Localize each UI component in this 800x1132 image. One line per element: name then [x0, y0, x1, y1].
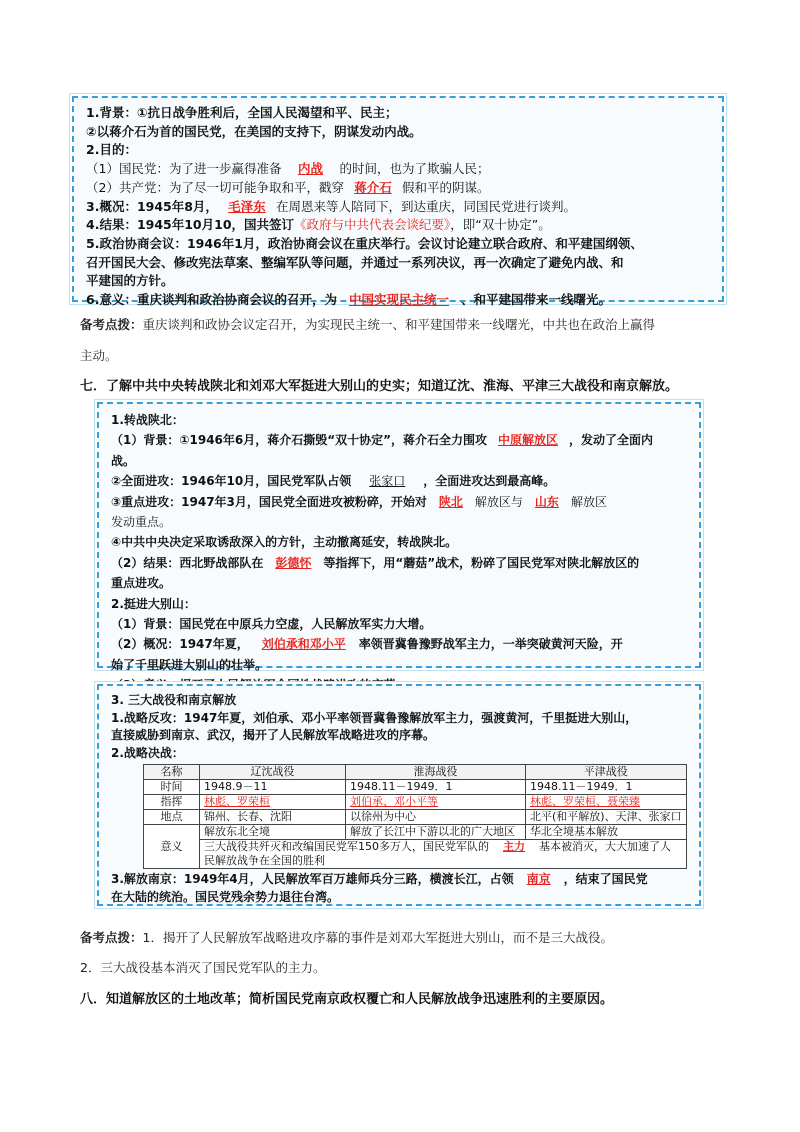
purpose-heading: 2.目的： [86, 142, 137, 158]
table-cell: 北平(和平解放)、天津、张家口 [526, 810, 687, 825]
fill-shandong: 山东 [534, 494, 559, 509]
shaanxi-background: （1）背景：①1946年6月，蒋介石撕毁“双十协定”，蒋介石全力围攻 中原解放区 ，发动了全面内 [111, 430, 689, 450]
fill-central-plains: 中原解放区 [498, 433, 559, 448]
table-cell: 1948.11－1949．1 [346, 780, 526, 795]
three-campaigns-box [97, 684, 701, 906]
meaning-cell: 三大战役共歼灭和改编国民党军150多万人，国民党军队的 主力 基本被消灭，大大加速了人民解放战争在全国的胜利 [200, 840, 687, 869]
exam-tip-1-continued: 主动。 [80, 348, 118, 363]
table-row [144, 810, 687, 825]
table-header: 辽沈战役 [200, 765, 346, 780]
decisive-heading: 2.战略决战： [111, 745, 184, 760]
campaigns-heading: 3. 三大战役和南京解放 [111, 693, 237, 707]
campaigns-table [143, 764, 687, 869]
dabie-overview: （2）概况：1947年夏， 刘伯承和邓小平 率领晋冀鲁豫野战军主力，一举突破黄河天险，开 [111, 634, 689, 654]
dabie-heading: 2.挺进大别山： [111, 596, 196, 611]
exam-tip-1: 备考点拨：重庆谈判和政协会议定召开，为实现民主统一、和平建国带来一线曙光，中共也在政治上赢得 [80, 317, 656, 332]
fill-liu-deng: 刘伯承和邓小平 [261, 637, 346, 652]
row-label: 地点 [144, 810, 200, 825]
pcc-line-1: 5.政治协商会议：1946年1月，政治协商会议在重庆举行。会议讨论建立联合政府、和平建国纲领、 [86, 235, 643, 251]
row-label: 时间 [144, 780, 200, 795]
counteroffensive-line-1: 1.战略反攻：1947年夏，刘伯承、邓小平率领晋冀鲁豫解放军主力，强渡黄河，千里挺进大别山， [111, 710, 638, 725]
key-attack-line: ③重点进攻：1947年3月，国民党全面进攻被粉碎，开始对 陕北 解放区与 山东 解放区 [111, 492, 689, 512]
dabie-overview-2: 始了千里跃进大别山的壮举。 [111, 657, 268, 672]
table-cell: 华北全境基本解放 [526, 825, 687, 840]
fill-nanjing: 南京 [526, 872, 551, 886]
table-row [144, 780, 687, 795]
table-cell: 锦州、长春、沈阳 [200, 810, 346, 825]
chongqing-negotiation-box [72, 96, 724, 308]
purpose-kmt-line: （1）国民党：为了进一步赢得准备 内战 的时间，也为了欺骗人民； [86, 160, 712, 179]
fill-zhangjiakou: 张家口 [369, 474, 406, 489]
northern-shaanxi-box [97, 402, 701, 672]
table-cell: 以徐州为中心 [346, 810, 526, 825]
table-cell: 林彪、罗荣桓、聂荣臻 [526, 795, 687, 810]
overview-line: 3.概况：1945年8月， 毛泽东 在周恩来等人陪同下，到达重庆，同国民党进行谈判。 [86, 198, 712, 217]
table-cell: 1948.9－11 [200, 780, 346, 795]
shaanxi-heading: 1.转战陕北： [111, 413, 184, 427]
table-header-row [144, 765, 687, 780]
full-attack-line: ②全面进攻：1946年10月，国民党军队占领 张家口 ，全面进攻达到最高峰。 [111, 471, 689, 491]
shaanxi-result: （2）结果：西北野战部队在 彭德怀 等指挥下，用“蘑菇”战术，粉碎了国民党军对陕北解放区的 [111, 553, 689, 573]
table-header: 名称 [144, 765, 200, 780]
table-cell: 林彪、罗荣桓 [200, 795, 346, 810]
background-line-1: 1.背景：①抗日战争胜利后，全国人民渴望和平、民主； [86, 105, 398, 120]
table-cell: 刘伯承、邓小平等 [346, 795, 526, 810]
table-cell: 解放东北全境 [200, 825, 346, 840]
row-label: 意义 [144, 825, 200, 869]
table-row [144, 795, 687, 810]
purpose-cpc-line: （2）共产党：为了尽一切可能争取和平，戳穿 蒋介石 假和平的阴谋。 [86, 179, 712, 198]
result-line: 4.结果：1945年10月10，国共签订《政府与中共代表会谈纪要》，即“双十协定”。 [86, 217, 551, 233]
table-row [144, 840, 687, 869]
row-label: 指挥 [144, 795, 200, 810]
pcc-line-2: 召开国民大会、修改宪法草案、整编军队等问题，并通过一系列决议，再一次确定了避免内战、和 [86, 254, 624, 270]
nanjing-line-2: 在大陆的统治。国民党残余势力退往台湾。 [111, 889, 340, 904]
section-7-heading: 七．了解中共中央转战陕北和刘邓大军挺进大别山的史实；知道辽沈、淮海、平津三大战役和南京解放。 [80, 379, 679, 394]
table-row [144, 825, 687, 840]
exam-tip-2: 备考点拨：1．揭开了人民解放军战略进攻序幕的事件是刘邓大军挺进大别山，而不是三大战役。 [80, 930, 613, 945]
fill-summary: 《政府与中共代表会谈纪要》 [294, 217, 451, 233]
section-8-heading: 八．知道解放区的土地改革；简析国民党南京政权覆亡和人民解放战争迅速胜利的主要原因。 [80, 992, 614, 1007]
shaanxi-result-2: 重点进攻。 [111, 576, 172, 591]
fill-democracy: 中国实现民主统一 [348, 292, 449, 308]
table-header: 平津战役 [526, 765, 687, 780]
table-cell: 解放了长江中下游以北的广大地区 [346, 825, 526, 840]
table-header: 淮海战役 [346, 765, 526, 780]
exam-tip-2-item-2: 2．三大战役基本消灭了国民党军队的主力。 [80, 960, 326, 975]
fill-main-force: 主力 [503, 840, 525, 853]
fill-shaanbei: 陕北 [438, 494, 463, 509]
shaanxi-background-2: 战。 [111, 453, 136, 468]
fill-chiang: 蒋介石 [354, 179, 392, 195]
nanjing-line: 3.解放南京：1949年4月，人民解放军百万雄师兵分三路，横渡长江，占领 南京 ，结束了国民党 [111, 871, 689, 889]
leave-yanan-line: ④中共中央决定采取诱敌深入的方针，主动撤离延安，转战陕北。 [111, 535, 458, 550]
pcc-line-3: 平建国的方针。 [86, 273, 174, 289]
fill-peng-dehuai: 彭德怀 [275, 555, 312, 570]
fill-mao: 毛泽东 [228, 198, 266, 214]
counteroffensive-line-2: 直接威胁到南京、武汉，揭开了人民解放军战略进攻的序幕。 [111, 728, 436, 742]
significance-line: 6.意义：重庆谈判和政治协商会议的召开，为 中国实现民主统一 、和平建国带来一线曙光。 [86, 291, 712, 310]
background-line-2: ②以蒋介石为首的国民党，在美国的支持下，阴谋发动内战。 [86, 123, 422, 139]
fill-civil-war: 内战 [297, 161, 323, 177]
table-cell: 1948.11－1949．1 [526, 780, 687, 795]
dabie-background: （1）背景：国民党在中原兵力空虚，人民解放军实力大增。 [111, 617, 432, 632]
key-attack-line-2: 发动重点。 [111, 515, 172, 530]
